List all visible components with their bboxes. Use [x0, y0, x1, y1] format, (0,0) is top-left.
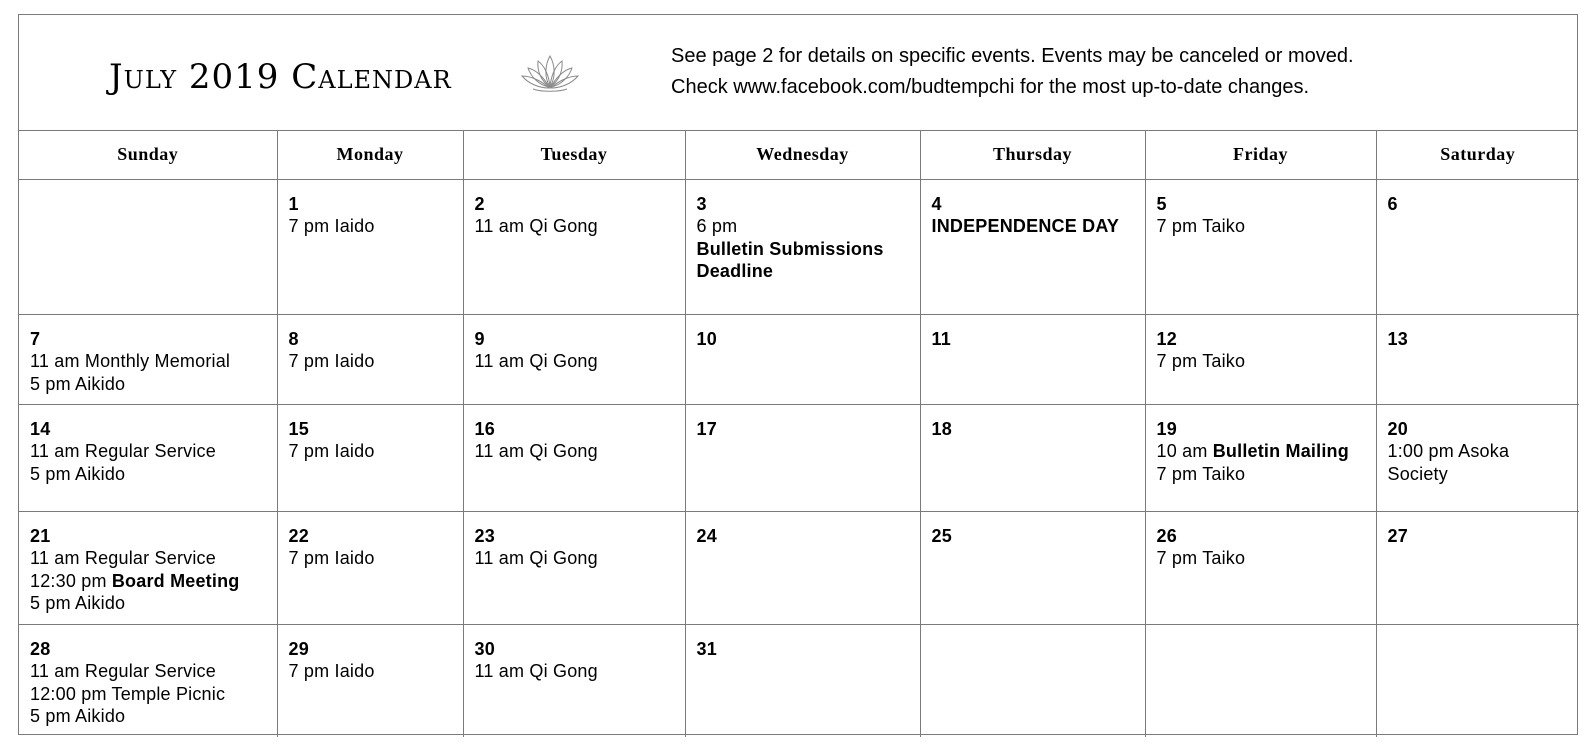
- event-text: 5 pm Aikido: [30, 373, 126, 394]
- event-line: [475, 660, 674, 683]
- event-text: 7 pm Taiko: [1156, 351, 1246, 371]
- day-cell: [920, 404, 1145, 511]
- note-line: Check www.facebook.com/budtempchi for the most up-to-date changes.: [671, 76, 1310, 98]
- event-line: [1157, 350, 1365, 373]
- day-number: 6: [1387, 193, 1398, 214]
- event-text: 11 am Qi Gong: [474, 216, 598, 236]
- event-line: [289, 660, 452, 683]
- day-cell: [1145, 511, 1376, 624]
- event-line: [1157, 547, 1365, 570]
- day-cell: [463, 404, 685, 511]
- event-text: 7 pm Iaido: [288, 216, 375, 236]
- day-cell: [463, 179, 685, 314]
- event-text: 11 am Qi Gong: [474, 351, 598, 371]
- event-line: [475, 215, 674, 238]
- note-line: See page 2 for details on specific events. Events may be canceled or moved.: [671, 45, 1354, 67]
- day-cell: [1145, 314, 1376, 404]
- calendar-header: [19, 15, 1577, 131]
- day-cell: [685, 511, 920, 624]
- event-line: [475, 440, 674, 463]
- day-cell: [1376, 314, 1579, 404]
- event-text: 7 pm Taiko: [1156, 463, 1246, 484]
- event-text: 11 am Qi Gong: [474, 441, 598, 461]
- day-cell: [19, 511, 277, 624]
- day-number: 30: [474, 638, 495, 659]
- event-line: [1157, 215, 1365, 238]
- week-row: [19, 404, 1579, 511]
- calendar-grid: [19, 131, 1577, 737]
- event-text: 7 pm Iaido: [288, 548, 375, 568]
- day-number: 31: [696, 638, 717, 659]
- day-number: 8: [288, 328, 299, 349]
- event-text: 11 am Monthly Memorial: [30, 351, 231, 371]
- day-number: 15: [288, 418, 309, 439]
- event-line: [1388, 440, 1569, 485]
- event-line: [30, 592, 266, 615]
- day-number: 7: [30, 328, 41, 349]
- day-cell: [1145, 179, 1376, 314]
- day-cell: [920, 179, 1145, 314]
- day-number: 1: [288, 193, 299, 214]
- event-line: [30, 705, 266, 728]
- event-line: [289, 440, 452, 463]
- weekday-saturday: Saturday: [1376, 131, 1579, 179]
- event-line: [30, 440, 266, 463]
- weekday-wednesday: Wednesday: [685, 131, 920, 179]
- day-number: 23: [474, 525, 495, 546]
- day-number: 19: [1156, 418, 1177, 439]
- day-cell: [19, 314, 277, 404]
- event-text: 1:00 pm Asoka Society: [1387, 441, 1510, 484]
- event-text: 6 pm: [696, 216, 738, 236]
- day-number: 22: [288, 525, 309, 546]
- event-line: [30, 547, 266, 570]
- event-text: 7 pm Taiko: [1156, 548, 1246, 568]
- weekday-sunday: Sunday: [19, 131, 277, 179]
- event-line: [697, 215, 909, 238]
- event-line: [30, 683, 266, 706]
- event-line: [697, 238, 909, 283]
- day-number: 3: [696, 193, 707, 214]
- day-number: 17: [696, 418, 717, 439]
- day-number: 13: [1387, 328, 1408, 349]
- day-cell: [19, 404, 277, 511]
- event-text: 7 pm Iaido: [288, 351, 375, 371]
- empty-day-cell: [1145, 624, 1376, 737]
- day-cell: [685, 624, 920, 737]
- weekday-header-row: [19, 131, 1579, 179]
- event-text: 7 pm Taiko: [1156, 216, 1246, 236]
- weekday-friday: Friday: [1145, 131, 1376, 179]
- day-cell: [1376, 404, 1579, 511]
- event-text: 11 am Regular Service: [30, 548, 216, 568]
- day-number: 5: [1156, 193, 1167, 214]
- event-text: 5 pm Aikido: [30, 706, 126, 726]
- event-title-bold: Bulletin Mailing: [1212, 441, 1349, 461]
- header-notes: [671, 41, 1354, 103]
- event-line: [289, 547, 452, 570]
- day-cell: [463, 314, 685, 404]
- calendar: [18, 14, 1578, 735]
- event-line: [475, 350, 674, 373]
- empty-day-cell: [1376, 624, 1579, 737]
- day-cell: [920, 511, 1145, 624]
- day-cell: [920, 314, 1145, 404]
- event-text: 7 pm Iaido: [288, 441, 375, 461]
- empty-day-cell: [19, 179, 277, 314]
- event-text: 11 am Qi Gong: [474, 661, 598, 681]
- event-line: [30, 570, 266, 593]
- day-number: 16: [474, 418, 495, 439]
- event-line: [30, 373, 266, 396]
- day-cell: [277, 179, 463, 314]
- day-cell: [1376, 511, 1579, 624]
- day-cell: [277, 314, 463, 404]
- empty-day-cell: [920, 624, 1145, 737]
- weekday-tuesday: Tuesday: [463, 131, 685, 179]
- event-text: 11 am Regular Service: [30, 441, 216, 461]
- day-number: 4: [931, 193, 942, 214]
- event-title-bold: Bulletin Submissions Deadline: [696, 238, 884, 281]
- day-number: 24: [696, 525, 717, 546]
- weekday-thursday: Thursday: [920, 131, 1145, 179]
- day-cell: [277, 404, 463, 511]
- week-row: [19, 511, 1579, 624]
- day-number: 14: [30, 418, 51, 439]
- event-text: 12:30 pm: [30, 570, 112, 591]
- day-number: 10: [696, 328, 717, 349]
- week-row: [19, 179, 1579, 314]
- event-text: 5 pm Aikido: [30, 593, 126, 613]
- week-row: [19, 624, 1579, 737]
- day-cell: [685, 314, 920, 404]
- day-cell: [19, 624, 277, 737]
- day-number: 26: [1156, 525, 1177, 546]
- event-text: 11 am Qi Gong: [474, 548, 598, 568]
- day-number: 20: [1387, 418, 1408, 439]
- event-text: 11 am Regular Service: [30, 661, 216, 681]
- event-line: [30, 350, 266, 373]
- event-line: [475, 547, 674, 570]
- day-cell: [685, 404, 920, 511]
- event-line: [289, 215, 452, 238]
- day-number: 2: [474, 193, 485, 214]
- lotus-icon: [519, 53, 581, 93]
- event-text: 7 pm Iaido: [288, 661, 375, 681]
- day-number: 29: [288, 638, 309, 659]
- day-number: 18: [931, 418, 952, 439]
- event-text: 10 am: [1156, 441, 1213, 461]
- event-line: [1157, 463, 1365, 486]
- day-number: 27: [1387, 525, 1408, 546]
- day-cell: [463, 511, 685, 624]
- day-cell: [1376, 179, 1579, 314]
- event-line: [1157, 440, 1365, 463]
- week-row: [19, 314, 1579, 404]
- day-number: 11: [931, 328, 951, 349]
- event-line: [30, 660, 266, 683]
- event-line: [289, 350, 452, 373]
- event-text: 5 pm Aikido: [30, 463, 126, 484]
- day-number: 25: [931, 525, 952, 546]
- event-line: [30, 463, 266, 486]
- event-title-bold: INDEPENDENCE DAY: [931, 216, 1120, 236]
- day-cell: [463, 624, 685, 737]
- day-number: 28: [30, 638, 51, 659]
- day-number: 12: [1156, 328, 1177, 349]
- day-cell: [277, 624, 463, 737]
- event-title-bold: Board Meeting: [111, 570, 240, 591]
- page-title: July 2019 Calendar: [109, 57, 452, 97]
- day-number: 21: [30, 525, 51, 546]
- event-line: [932, 215, 1134, 238]
- event-text: 12:00 pm Temple Picnic: [30, 683, 226, 704]
- day-number: 9: [474, 328, 485, 349]
- day-cell: [685, 179, 920, 314]
- day-cell: [277, 511, 463, 624]
- day-cell: [1145, 404, 1376, 511]
- weekday-monday: Monday: [277, 131, 463, 179]
